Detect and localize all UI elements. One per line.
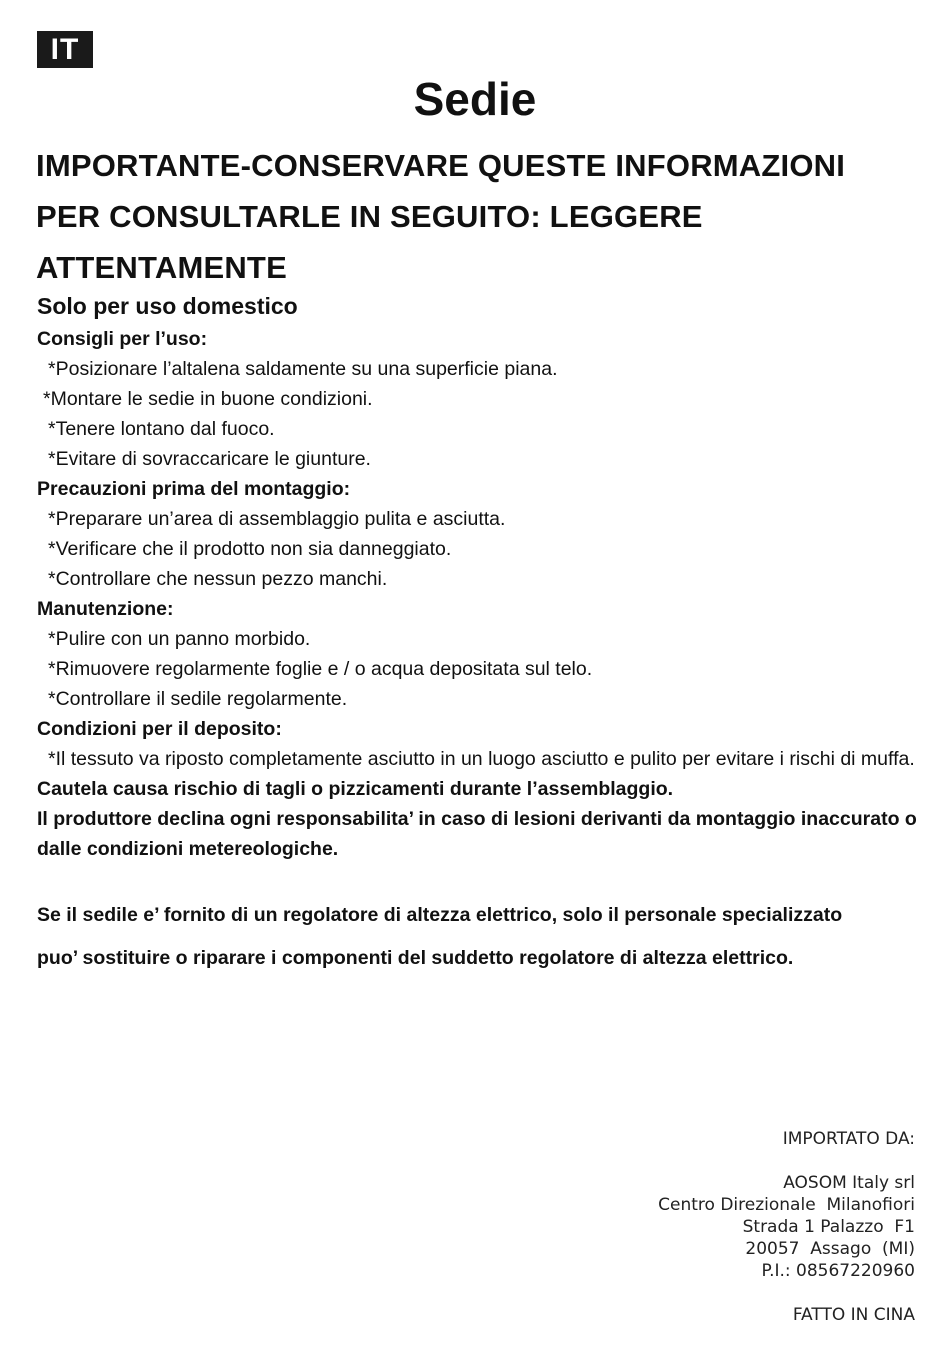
importer-label: IMPORTATO DA: — [782, 1129, 915, 1149]
maintenance-item: *Rimuovere regolarmente foglie e / o acqua depositata sul telo. — [48, 658, 593, 680]
precautions-item: *Controllare che nessun pezzo manchi. — [48, 568, 388, 590]
usage-item: *Posizionare l’altalena saldamente su una superficie piana. — [48, 358, 558, 380]
importer-address — [658, 1172, 915, 1282]
usage-item: *Evitare di sovraccaricare le giunture. — [48, 448, 371, 470]
address-line: 20057 Assago (MI) — [745, 1239, 915, 1259]
electric-line: puo’ sostituire o riparare i componenti del suddetto regolatore di altezza elettrico. — [37, 947, 794, 969]
cut-warning: Cautela causa rischio di tagli o pizzicamenti durante l’assemblaggio. — [37, 778, 674, 800]
important-notice — [36, 140, 916, 293]
maintenance-item: *Pulire con un panno morbido. — [48, 628, 311, 650]
address-line: Strada 1 Palazzo F1 — [742, 1217, 915, 1237]
language-badge: IT — [37, 31, 93, 68]
important-line: IMPORTANTE-CONSERVARE QUESTE INFORMAZIONI — [36, 148, 846, 183]
usage-item: *Tenere lontano dal fuoco. — [48, 418, 275, 440]
maintenance-heading: Manutenzione: — [37, 598, 174, 620]
vat-number: P.I.: 08567220960 — [761, 1261, 915, 1281]
precautions-heading: Precauzioni prima del montaggio: — [37, 478, 351, 500]
precautions-item: *Preparare un’area di assemblaggio pulita e asciutta. — [48, 508, 506, 530]
address-line: Centro Direzionale Milanofiori — [658, 1195, 915, 1215]
storage-heading: Condizioni per il deposito: — [37, 718, 282, 740]
important-line: ATTENTAMENTE — [36, 250, 287, 285]
instructions-body — [37, 324, 917, 864]
liability-warning: Il produttore declina ogni responsabilita’ in caso di lesioni derivanti da montaggio inaccurato o dalle condizioni metereologiche. — [37, 808, 917, 860]
page-title: Sedie — [413, 73, 537, 125]
made-in-label: FATTO IN CINA — [792, 1305, 915, 1325]
important-line: PER CONSULTARLE IN SEGUITO: LEGGERE — [36, 199, 703, 234]
usage-item: *Montare le sedie in buone condizioni. — [43, 388, 373, 410]
usage-heading: Consigli per l’uso: — [37, 328, 208, 350]
address-line: AOSOM Italy srl — [783, 1173, 915, 1193]
maintenance-item: *Controllare il sedile regolarmente. — [48, 688, 348, 710]
electric-line: Se il sedile e’ fornito di un regolatore di altezza elettrico, solo il personale specializzato — [37, 904, 843, 926]
storage-text: *Il tessuto va riposto completamente asciutto in un luogo asciutto e pulito per evitare i rischi di muffa. — [48, 748, 915, 770]
importer-block — [658, 1128, 915, 1326]
precautions-item: *Verificare che il prodotto non sia danneggiato. — [48, 538, 452, 560]
domestic-use-heading: Solo per uso domestico — [37, 293, 298, 319]
electric-regulator-notice — [37, 894, 927, 980]
